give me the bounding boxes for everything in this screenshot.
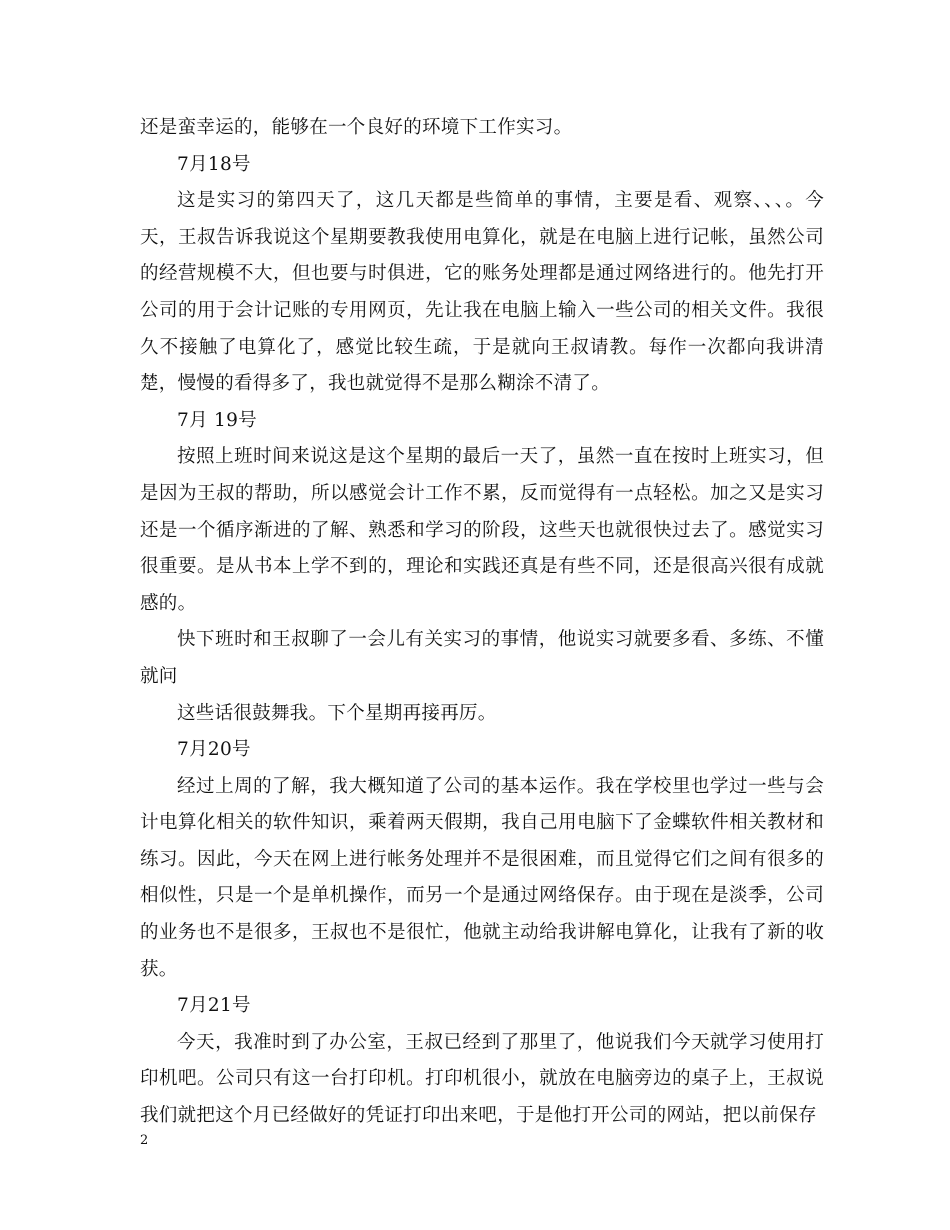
page-number: 2 [140,1133,149,1148]
paragraph: 这些话很鼓舞我。下个星期再接再厉。 [177,702,497,724]
date-heading: 7月 19号 [177,409,257,431]
paragraph: 还是蛮幸运的，能够在一个良好的环境下工作实习。 [140,117,573,138]
document-body [140,110,824,1135]
paragraph: 按照上班时间来说这是这个星期的最后一天了，虽然一直在按时上班实习，但是因为王叔的帮助，所以感觉会计工作不累，反而觉得有一点轻松。加之又是实习还是一个循序渐进的了解、熟悉和学习的阶段，这些天也就很快过去了。感觉实习很重要。是从书本上学不到的，理论和实践还真是有些不同，还是很高兴很有成就感的。 [140,446,824,614]
date-heading: 7月20号 [177,739,251,761]
date-heading: 7月18号 [177,153,251,175]
paragraph: 经过上周的了解，我大概知道了公司的基本运作。我在学校里也学过一些与会计电算化相关的软件知识，乘着两天假期，我自己用电脑下了金蝶软件相关教材和练习。因此，今天在网上进行帐务处理并不是很困难，而且觉得它们之间有很多的相似性，只是一个是单机操作，而另一个是通过网络保存。由于现在是淡季，公司的业务也不是很多，王叔也不是很忙，他就主动给我讲解电算化，让我有了新的收获。 [140,775,824,980]
paragraph: 快下班时和王叔聊了一会儿有关实习的事情，他说实习就要多看、多练、不懂就问 [140,629,824,687]
paragraph: 这是实习的第四天了，这几天都是些简单的事情，主要是看、观察、、、。今天，王叔告诉我说这个星期要教我使用电算化，就是在电脑上进行记帐，虽然公司的经营规模不大，但也要与时俱进，它的账务处理都是通过网络进行的。他先打开公司的用于会计记账的专用网页，先让我在电脑上输入一些公司的相关文件。我很久不接触了电算化了，感觉比较生疏，于是就向王叔请教。每作一次都向我讲清楚，慢慢的看得多了，我也就觉得不是那么糊涂不清了。 [140,190,824,395]
date-heading: 7月21号 [177,995,251,1017]
paragraph: 今天，我准时到了办公室，王叔已经到了那里了，他说我们今天就学习使用打印机吧。公司只有这一台打印机。打印机很小，就放在电脑旁边的桌子上，王叔说我们就把这个月已经做好的凭证打印出来吧，于是他打开公司的网站，把以前保存 [140,1031,824,1127]
